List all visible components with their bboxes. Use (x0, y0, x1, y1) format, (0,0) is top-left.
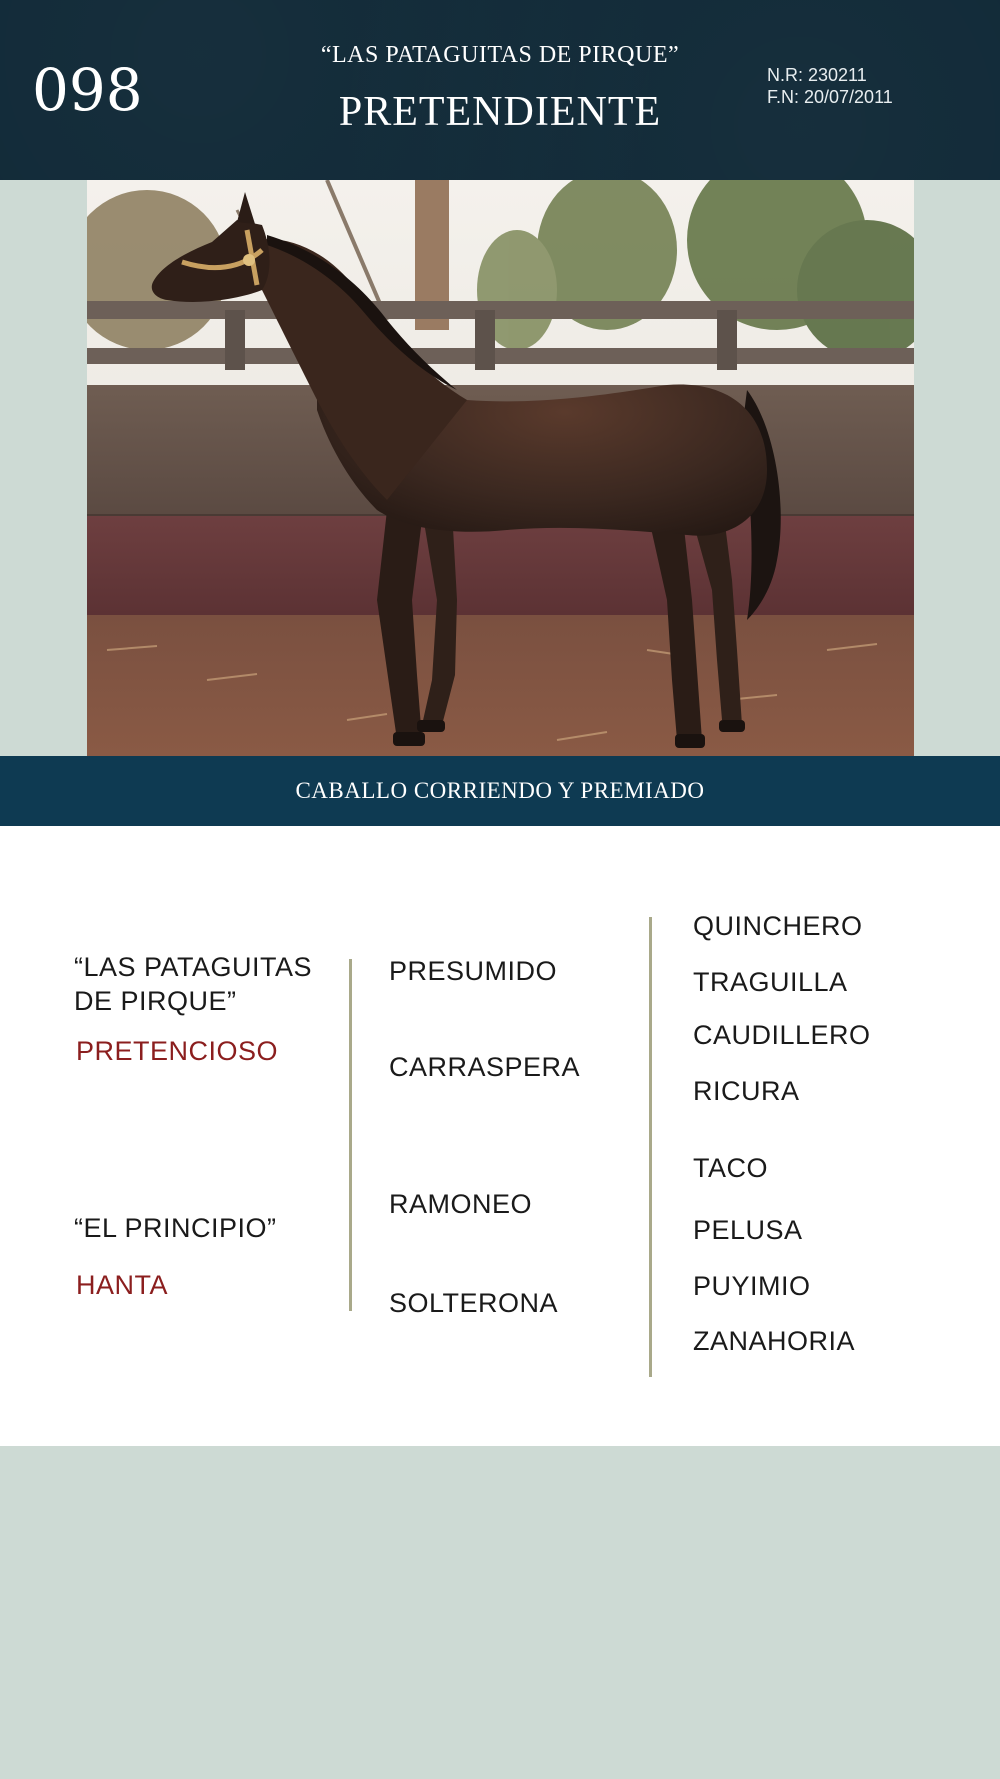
pedigree-table (0, 826, 1000, 1446)
great-grandparent: ZANAHORIA (693, 1326, 856, 1356)
lot-number: 098 (32, 56, 143, 124)
registration-number: N.R: 230211 (767, 65, 867, 85)
dam-breeder: “EL PRINCIPIO” (74, 1213, 277, 1243)
great-grandparent: TRAGUILLA (693, 967, 848, 997)
great-grandparent: RICURA (693, 1076, 800, 1106)
great-grandparent: PELUSA (693, 1215, 803, 1245)
header (0, 0, 1000, 180)
sire-breeder: “LAS PATAGUITAS DE PIRQUE” (74, 952, 313, 1016)
grandparent: PRESUMIDO (389, 956, 558, 986)
grandparent: RAMONEO (389, 1189, 533, 1219)
status-banner: CABALLO CORRIENDO Y PREMIADO (0, 756, 1000, 826)
great-grandparent: PUYIMIO (693, 1271, 811, 1301)
divider-line (649, 917, 652, 1377)
sire-name: PRETENCIOSO (76, 1036, 279, 1066)
dam-name: HANTA (76, 1270, 169, 1300)
great-grandparent: TACO (693, 1153, 768, 1183)
horse-name: PRETENDIENTE (338, 89, 662, 135)
grandparent: CARRASPERA (389, 1052, 581, 1082)
registration-info (767, 64, 893, 108)
horse-photo (87, 180, 914, 756)
farm-name: “LAS PATAGUITAS DE PIRQUE” (320, 42, 680, 68)
great-grandparent: CAUDILLERO (693, 1020, 871, 1050)
great-grandparent: QUINCHERO (693, 911, 863, 941)
birth-date: F.N: 20/07/2011 (767, 87, 893, 107)
divider-line (349, 959, 352, 1311)
grandparent: SOLTERONA (389, 1288, 559, 1318)
